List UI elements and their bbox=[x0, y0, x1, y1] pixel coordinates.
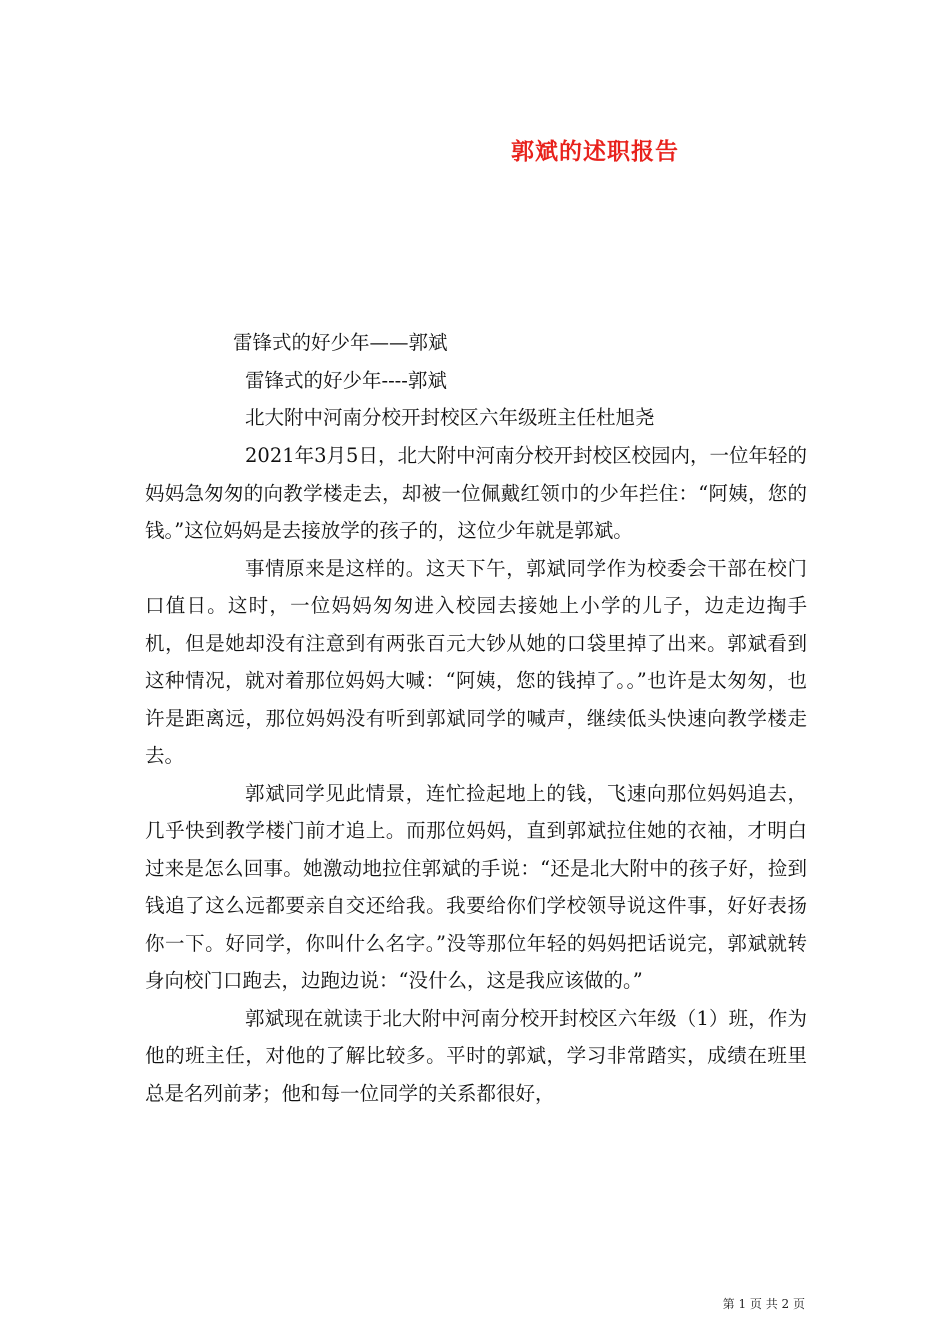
paragraph-2: 事情原来是这样的。这天下午，郭斌同学作为校委会干部在校门口值日。这时，一位妈妈匆匆进入校园去接她上小学的儿子，边走边掏手机，但是她却没有注意到有两张百元大钞从她的口袋里掉了出来。郭斌看到这种情况，就对着那位妈妈大喊：“阿姨，您的钱掉了。。”也许是太匆匆，也许是距离远，那位妈妈没有听到郭斌同学的喊声，继续低头快速向教学楼走去。 bbox=[145, 556, 807, 767]
body-text bbox=[145, 437, 807, 1112]
paragraph-4: 郭斌现在就读于北大附中河南分校开封校区六年级（1）班，作为他的班主任，对他的了解比较多。平时的郭斌，学习非常踏实，成绩在班里总是名列前茅；他和每一位同学的关系都很好， bbox=[145, 1006, 807, 1105]
document-title: 郭斌的述职报告 bbox=[511, 138, 679, 165]
paragraph-3: 郭斌同学见此情景，连忙捡起地上的钱，飞速向那位妈妈追去，几乎快到教学楼门前才追上。而那位妈妈，直到郭斌拉住她的衣袖，才明白过来是怎么回事。她激动地拉住郭斌的手说：“还是北大附中的孩子好，捡到钱追了这么远都要亲自交还给我。我要给你们学校领导说这件事，好好表扬你一下。好同学，你叫什么名字。”没等那位年轻的妈妈把话说完，郭斌就转身向校门口跑去，边跑边说：“没什么，这是我应该做的。” bbox=[145, 781, 807, 992]
subtitle-line-1: 雷锋式的好少年——郭斌 bbox=[233, 331, 448, 354]
author-line: 北大附中河南分校开封校区六年级班主任杜旭尧 bbox=[245, 406, 655, 429]
subtitle-line-2: 雷锋式的好少年----郭斌 bbox=[245, 369, 447, 392]
page-footer: 第 1 页 共 2 页 bbox=[722, 1297, 805, 1311]
paragraph-1: 2021年3月5日，北大附中河南分校开封校区校园内，一位年轻的妈妈急匆匆的向教学楼走去，却被一位佩戴红领巾的少年拦住：“阿姨，您的钱。”这位妈妈是去接放学的孩子的，这位少年就是郭斌。 bbox=[145, 444, 807, 542]
